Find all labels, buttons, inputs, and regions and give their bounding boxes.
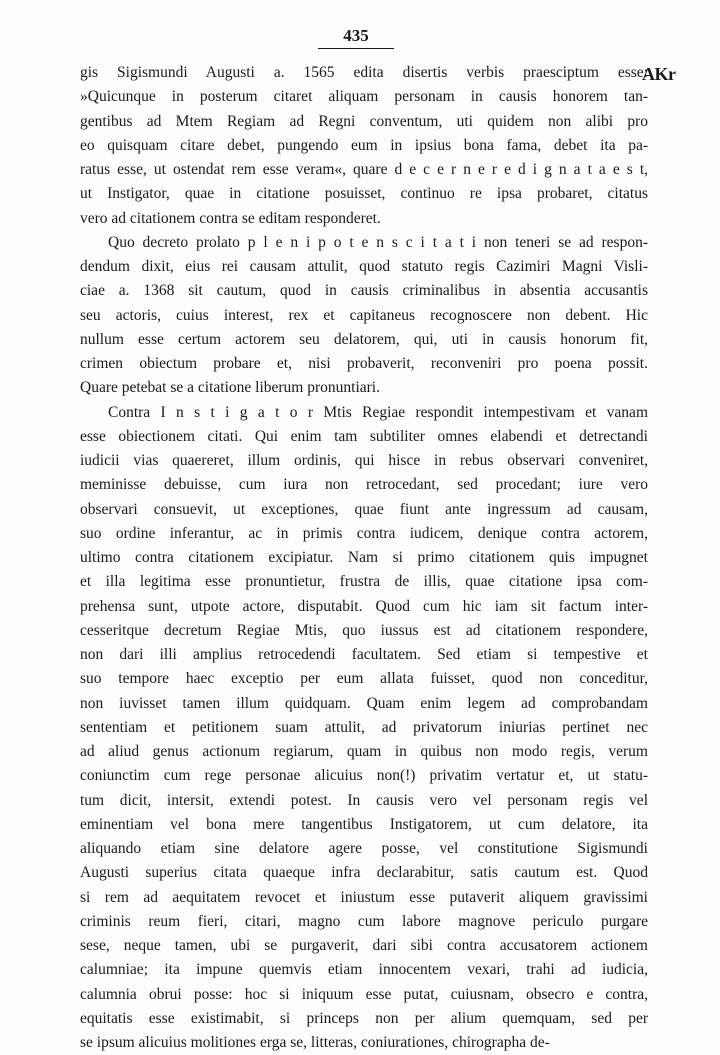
text-line: ad aliud genus actionum regiarum, quam in quibus non modo regis, verum — [80, 740, 648, 764]
text-line: gentibus ad Mtem Regiam ad Regni conventum, uti quidem non alibi pro — [80, 110, 648, 134]
text-line: ciae a. 1368 sit cautum, quod in causis criminalibus in absentia accusantis — [80, 279, 648, 303]
margin-annotation: AKr — [642, 64, 676, 85]
text-line: ratus esse, ut ostendat rem esse veram«, quare d e c e r n e r e d i g n a t a e s t, — [80, 158, 648, 182]
text-line: si rem ad aequitatem revocet et iniustum esse putaverit aliquem gravissimi — [80, 886, 648, 910]
text-line: gis Sigismundi Augusti a. 1565 edita disertis verbis praesciptum esse: — [80, 61, 648, 85]
text-line: non iuvisset tamen illum quidquam. Quam enim legem ad comprobandam — [80, 692, 648, 716]
text-line: se ipsum alicuius molitiones erga se, litteras, coniurationes, chirographa de- — [80, 1031, 648, 1055]
text-line: seu actoris, cuius interest, rex et capitaneus recognoscere non debent. Hic — [80, 304, 648, 328]
text-line: crimen obiectum probare et, nisi probaverit, reconveniri pro poena possit. — [80, 352, 648, 376]
paragraph — [80, 401, 648, 1055]
text-line: calumnia obrui posse: hoc si iniquum esse putat, cuiusnam, obsecro e contra, — [80, 983, 648, 1007]
text-line: vero ad citationem contra se editam responderet. — [80, 207, 648, 231]
text-line: Quare petebat se a citatione liberum pronuntiari. — [80, 376, 648, 400]
text-line: equitatis esse existimabit, si princeps non per alium quemquam, sed per — [80, 1007, 648, 1031]
text-line: prehensa sunt, utpote actore, disputabit. Quod cum hic iam sit factum inter- — [80, 595, 648, 619]
body-text — [80, 61, 648, 1055]
text-line: eo quisquam citare debet, pungendo eum in ipsius bona fama, debet ita pa- — [80, 134, 648, 158]
text-line: sententiam et petitionem suam attulit, ad privatorum iniurias pertinet nec — [80, 716, 648, 740]
paragraph — [80, 231, 648, 401]
text-line: Contra I n s t i g a t o r Mtis Regiae respondit intempestivam et vanam — [80, 401, 648, 425]
text-line: aliquando etiam sine delatore agere posse, vel constitutione Sigismundi — [80, 837, 648, 861]
page-number: 435 — [318, 26, 394, 49]
text-line: Quo decreto prolato p l e n i p o t e n s c i t a t i non teneri se ad respon- — [80, 231, 648, 255]
text-line: suo ordine inferantur, ac in primis contra iudicem, denique contra actorem, — [80, 522, 648, 546]
paragraph — [80, 61, 648, 231]
text-line: nullum esse certum actorem seu delatorem, qui, uti in causis honorum fit, — [80, 328, 648, 352]
text-line: iudicii vias quaereret, illum ordinis, qui hisce in rebus observari conveniret, — [80, 449, 648, 473]
text-line: criminis reum fieri, citari, magno cum labore magnove periculo purgare — [80, 910, 648, 934]
text-line: suo tempore haec exceptio per eum allata fuisset, quod non conceditur, — [80, 667, 648, 691]
text-line: sese, neque tamen, ubi se purgaverit, dari sibi contra accusatorem actionem — [80, 934, 648, 958]
text-line: esse obiectionem citati. Qui enim tam subtiliter omnes elabendi et detrectandi — [80, 425, 648, 449]
text-line: »Quicunque in posterum citaret aliquam personam in causis honorem tan- — [80, 85, 648, 109]
text-line: dendum dixit, eius rei causam attulit, quod statuto regis Cazimiri Magni Visli- — [80, 255, 648, 279]
text-line: meminisse debuisse, cum iura non retrocedant, sed procedant; iure vero — [80, 473, 648, 497]
text-line: tum dicit, intersit, extendi potest. In causis vero vel personam regis vel — [80, 789, 648, 813]
text-line: et illa legitima esse pronuntietur, frustra de illis, quae citatione ipsa com- — [80, 570, 648, 594]
text-line: ut Instigator, quae in citatione posuisset, continuo re ipsa probaret, citatus — [80, 182, 648, 206]
text-line: cesseritque decretum Regiae Mtis, quo iussus est ad citationem respondere, — [80, 619, 648, 643]
text-line: coniunctim cum rege personae alicuius non(!) privatim vertatur et, ut statu- — [80, 764, 648, 788]
text-line: Augusti superius citata quaeque infra declarabitur, satis cautum est. Quod — [80, 861, 648, 885]
text-line: non dari illi amplius retrocedendi facultatem. Sed etiam si tempestive et — [80, 643, 648, 667]
text-line: ultimo contra citationem excipiatur. Nam si primo citationem quis impugnet — [80, 546, 648, 570]
text-line: observari consuevit, ut exceptiones, quae fiunt ante ingressum ad causam, — [80, 498, 648, 522]
text-line: eminentiam vel bona mere tangentibus Instigatorem, ut cum delatore, ita — [80, 813, 648, 837]
text-line: calumniae; ita impune quemvis etiam innocentem vexari, trahi ad iudicia, — [80, 958, 648, 982]
